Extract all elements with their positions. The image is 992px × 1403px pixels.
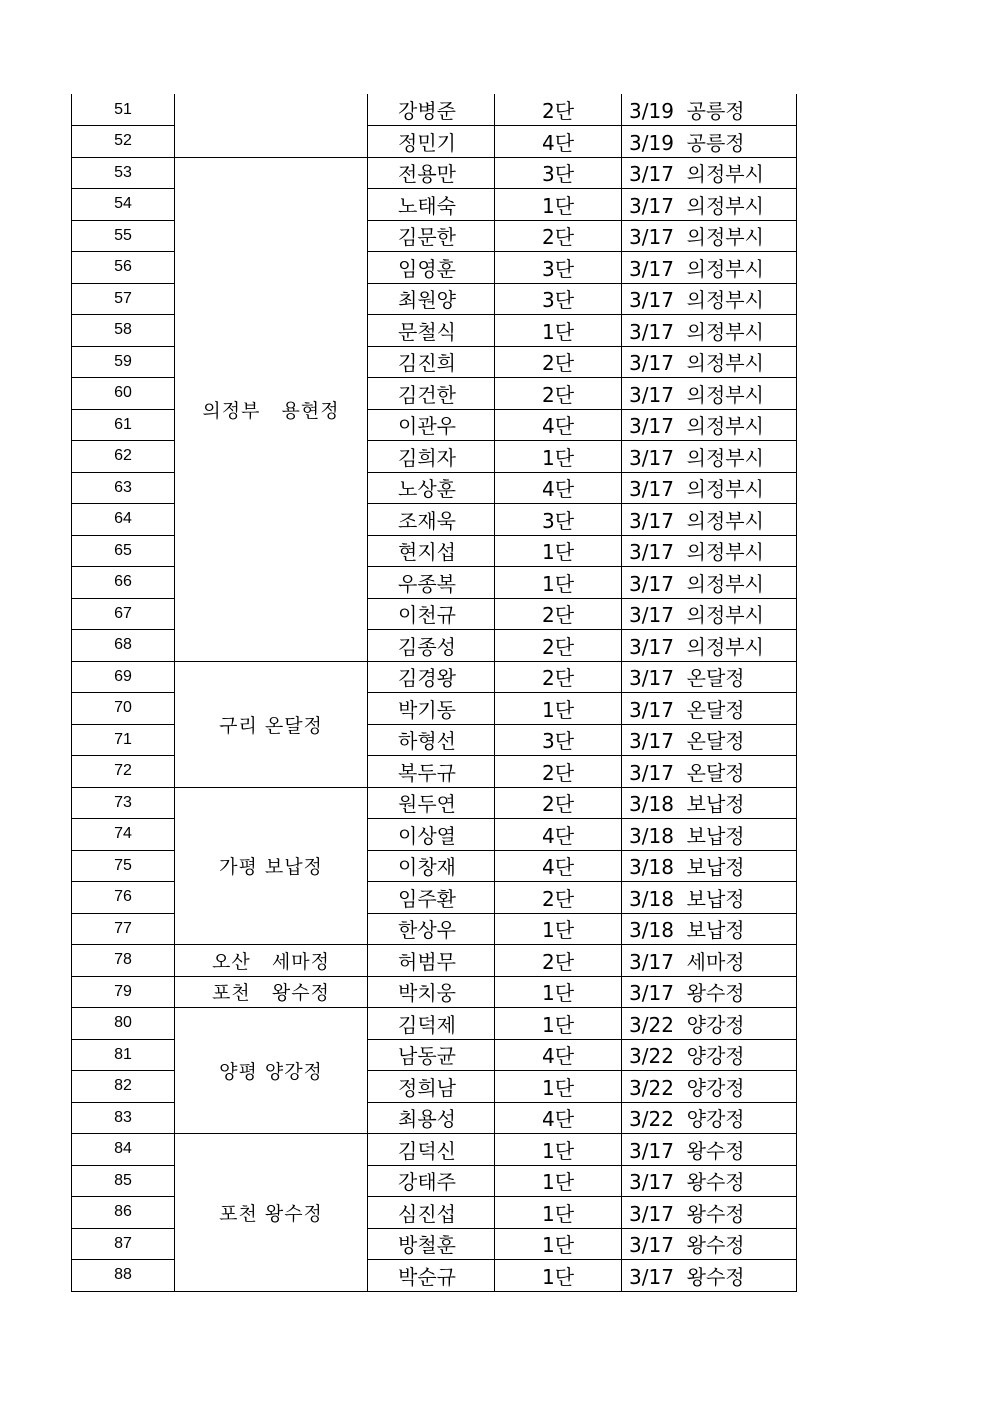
member-rank: 4단 bbox=[495, 1039, 622, 1071]
exam-date-venue: 3/17 의정부시 bbox=[622, 252, 797, 284]
table-row bbox=[72, 787, 797, 819]
row-number: 77 bbox=[72, 913, 175, 945]
exam-date-venue: 3/18 보납정 bbox=[622, 787, 797, 819]
row-number: 73 bbox=[72, 787, 175, 819]
exam-date-venue: 3/17 왕수정 bbox=[622, 1134, 797, 1166]
member-name: 방철훈 bbox=[368, 1228, 495, 1260]
row-number: 66 bbox=[72, 567, 175, 599]
roster-body bbox=[72, 94, 797, 1291]
member-name: 김건한 bbox=[368, 378, 495, 410]
group-label: 양평 양강정 bbox=[175, 1008, 368, 1134]
member-rank: 1단 bbox=[495, 976, 622, 1008]
exam-date-venue: 3/17 온달정 bbox=[622, 693, 797, 725]
table-row bbox=[72, 661, 797, 693]
member-rank: 1단 bbox=[495, 567, 622, 599]
exam-date-venue: 3/17 왕수정 bbox=[622, 1165, 797, 1197]
row-number: 69 bbox=[72, 661, 175, 693]
member-name: 김문한 bbox=[368, 220, 495, 252]
exam-date-venue: 3/19 공릉정 bbox=[622, 126, 797, 158]
member-name: 박순규 bbox=[368, 1260, 495, 1292]
row-number: 53 bbox=[72, 157, 175, 189]
member-rank: 3단 bbox=[495, 157, 622, 189]
exam-date-venue: 3/18 보납정 bbox=[622, 913, 797, 945]
exam-date-venue: 3/22 양강정 bbox=[622, 1039, 797, 1071]
row-number: 85 bbox=[72, 1165, 175, 1197]
member-name: 최용성 bbox=[368, 1102, 495, 1134]
member-rank: 1단 bbox=[495, 1228, 622, 1260]
member-name: 김진희 bbox=[368, 346, 495, 378]
member-rank: 1단 bbox=[495, 315, 622, 347]
member-name: 박기동 bbox=[368, 693, 495, 725]
member-rank: 4단 bbox=[495, 126, 622, 158]
exam-date-venue: 3/17 왕수정 bbox=[622, 1228, 797, 1260]
row-number: 55 bbox=[72, 220, 175, 252]
row-number: 70 bbox=[72, 693, 175, 725]
member-rank: 1단 bbox=[495, 1197, 622, 1229]
member-name: 한상우 bbox=[368, 913, 495, 945]
exam-date-venue: 3/17 의정부시 bbox=[622, 346, 797, 378]
group-label: 포천 왕수정 bbox=[175, 1134, 368, 1292]
row-number: 81 bbox=[72, 1039, 175, 1071]
row-number: 58 bbox=[72, 315, 175, 347]
exam-date-venue: 3/17 의정부시 bbox=[622, 220, 797, 252]
member-rank: 1단 bbox=[495, 441, 622, 473]
row-number: 83 bbox=[72, 1102, 175, 1134]
exam-date-venue: 3/17 왕수정 bbox=[622, 1260, 797, 1292]
member-name: 이상열 bbox=[368, 819, 495, 851]
row-number: 51 bbox=[72, 94, 175, 126]
member-name: 노태숙 bbox=[368, 189, 495, 221]
exam-date-venue: 3/18 보납정 bbox=[622, 882, 797, 914]
member-rank: 3단 bbox=[495, 724, 622, 756]
row-number: 76 bbox=[72, 882, 175, 914]
group-label: 오산 세마정 bbox=[175, 945, 368, 977]
row-number: 67 bbox=[72, 598, 175, 630]
member-name: 원두연 bbox=[368, 787, 495, 819]
member-name: 이관우 bbox=[368, 409, 495, 441]
table-row bbox=[72, 157, 797, 189]
member-rank: 3단 bbox=[495, 504, 622, 536]
member-name: 이창재 bbox=[368, 850, 495, 882]
member-name: 정민기 bbox=[368, 126, 495, 158]
member-rank: 1단 bbox=[495, 1260, 622, 1292]
member-name: 김경왕 bbox=[368, 661, 495, 693]
member-rank: 4단 bbox=[495, 850, 622, 882]
member-name: 하형선 bbox=[368, 724, 495, 756]
member-name: 문철식 bbox=[368, 315, 495, 347]
exam-date-venue: 3/17 온달정 bbox=[622, 724, 797, 756]
member-rank: 4단 bbox=[495, 819, 622, 851]
exam-date-venue: 3/18 보납정 bbox=[622, 819, 797, 851]
member-name: 허범무 bbox=[368, 945, 495, 977]
exam-date-venue: 3/17 온달정 bbox=[622, 661, 797, 693]
exam-date-venue: 3/19 공릉정 bbox=[622, 94, 797, 126]
exam-date-venue: 3/17 세마정 bbox=[622, 945, 797, 977]
member-rank: 2단 bbox=[495, 630, 622, 662]
table-row bbox=[72, 1134, 797, 1166]
member-name: 이천규 bbox=[368, 598, 495, 630]
member-name: 김덕신 bbox=[368, 1134, 495, 1166]
exam-date-venue: 3/18 보납정 bbox=[622, 850, 797, 882]
exam-date-venue: 3/17 의정부시 bbox=[622, 472, 797, 504]
row-number: 88 bbox=[72, 1260, 175, 1292]
row-number: 72 bbox=[72, 756, 175, 788]
row-number: 63 bbox=[72, 472, 175, 504]
member-rank: 1단 bbox=[495, 189, 622, 221]
table-row bbox=[72, 1008, 797, 1040]
member-name: 복두규 bbox=[368, 756, 495, 788]
row-number: 64 bbox=[72, 504, 175, 536]
exam-date-venue: 3/17 의정부시 bbox=[622, 504, 797, 536]
member-rank: 1단 bbox=[495, 1134, 622, 1166]
group-label: 가평 보납정 bbox=[175, 787, 368, 945]
row-number: 86 bbox=[72, 1197, 175, 1229]
row-number: 60 bbox=[72, 378, 175, 410]
exam-date-venue: 3/17 왕수정 bbox=[622, 976, 797, 1008]
member-name: 김희자 bbox=[368, 441, 495, 473]
member-rank: 1단 bbox=[495, 913, 622, 945]
row-number: 71 bbox=[72, 724, 175, 756]
member-rank: 1단 bbox=[495, 1008, 622, 1040]
group-label: 포천 왕수정 bbox=[175, 976, 368, 1008]
exam-date-venue: 3/17 온달정 bbox=[622, 756, 797, 788]
member-rank: 3단 bbox=[495, 252, 622, 284]
roster-table bbox=[71, 94, 797, 1292]
member-rank: 2단 bbox=[495, 346, 622, 378]
exam-date-venue: 3/17 의정부시 bbox=[622, 598, 797, 630]
exam-date-venue: 3/22 양강정 bbox=[622, 1071, 797, 1103]
row-number: 52 bbox=[72, 126, 175, 158]
member-name: 임영훈 bbox=[368, 252, 495, 284]
group-label bbox=[175, 94, 368, 157]
row-number: 78 bbox=[72, 945, 175, 977]
member-name: 최원양 bbox=[368, 283, 495, 315]
exam-date-venue: 3/17 의정부시 bbox=[622, 409, 797, 441]
member-name: 강태주 bbox=[368, 1165, 495, 1197]
member-name: 심진섭 bbox=[368, 1197, 495, 1229]
member-rank: 1단 bbox=[495, 1165, 622, 1197]
member-name: 김덕제 bbox=[368, 1008, 495, 1040]
member-rank: 2단 bbox=[495, 787, 622, 819]
member-name: 노상훈 bbox=[368, 472, 495, 504]
group-label: 구리 온달정 bbox=[175, 661, 368, 787]
group-label: 의정부 용현정 bbox=[175, 157, 368, 661]
row-number: 68 bbox=[72, 630, 175, 662]
table-row bbox=[72, 976, 797, 1008]
row-number: 56 bbox=[72, 252, 175, 284]
member-name: 우종복 bbox=[368, 567, 495, 599]
member-name: 정희남 bbox=[368, 1071, 495, 1103]
exam-date-venue: 3/17 의정부시 bbox=[622, 157, 797, 189]
member-rank: 3단 bbox=[495, 283, 622, 315]
row-number: 84 bbox=[72, 1134, 175, 1166]
exam-date-venue: 3/17 의정부시 bbox=[622, 441, 797, 473]
member-name: 전용만 bbox=[368, 157, 495, 189]
member-rank: 2단 bbox=[495, 882, 622, 914]
row-number: 65 bbox=[72, 535, 175, 567]
table-row bbox=[72, 94, 797, 126]
exam-date-venue: 3/22 양강정 bbox=[622, 1102, 797, 1134]
exam-date-venue: 3/17 의정부시 bbox=[622, 630, 797, 662]
row-number: 62 bbox=[72, 441, 175, 473]
member-rank: 2단 bbox=[495, 756, 622, 788]
exam-date-venue: 3/17 의정부시 bbox=[622, 567, 797, 599]
member-rank: 2단 bbox=[495, 661, 622, 693]
member-rank: 1단 bbox=[495, 693, 622, 725]
member-rank: 4단 bbox=[495, 1102, 622, 1134]
member-rank: 4단 bbox=[495, 472, 622, 504]
member-name: 김종성 bbox=[368, 630, 495, 662]
member-rank: 4단 bbox=[495, 409, 622, 441]
exam-date-venue: 3/22 양강정 bbox=[622, 1008, 797, 1040]
row-number: 80 bbox=[72, 1008, 175, 1040]
row-number: 61 bbox=[72, 409, 175, 441]
member-rank: 2단 bbox=[495, 945, 622, 977]
exam-date-venue: 3/17 의정부시 bbox=[622, 315, 797, 347]
row-number: 57 bbox=[72, 283, 175, 315]
member-name: 박치웅 bbox=[368, 976, 495, 1008]
member-rank: 2단 bbox=[495, 220, 622, 252]
row-number: 59 bbox=[72, 346, 175, 378]
member-name: 남동균 bbox=[368, 1039, 495, 1071]
exam-date-venue: 3/17 의정부시 bbox=[622, 535, 797, 567]
table-row bbox=[72, 945, 797, 977]
member-rank: 2단 bbox=[495, 378, 622, 410]
member-name: 조재욱 bbox=[368, 504, 495, 536]
row-number: 74 bbox=[72, 819, 175, 851]
member-name: 강병준 bbox=[368, 94, 495, 126]
member-rank: 2단 bbox=[495, 94, 622, 126]
member-rank: 2단 bbox=[495, 598, 622, 630]
exam-date-venue: 3/17 의정부시 bbox=[622, 283, 797, 315]
exam-date-venue: 3/17 의정부시 bbox=[622, 378, 797, 410]
row-number: 82 bbox=[72, 1071, 175, 1103]
member-rank: 1단 bbox=[495, 1071, 622, 1103]
row-number: 54 bbox=[72, 189, 175, 221]
exam-date-venue: 3/17 왕수정 bbox=[622, 1197, 797, 1229]
member-name: 현지섭 bbox=[368, 535, 495, 567]
exam-date-venue: 3/17 의정부시 bbox=[622, 189, 797, 221]
row-number: 75 bbox=[72, 850, 175, 882]
row-number: 79 bbox=[72, 976, 175, 1008]
member-rank: 1단 bbox=[495, 535, 622, 567]
row-number: 87 bbox=[72, 1228, 175, 1260]
member-name: 임주환 bbox=[368, 882, 495, 914]
